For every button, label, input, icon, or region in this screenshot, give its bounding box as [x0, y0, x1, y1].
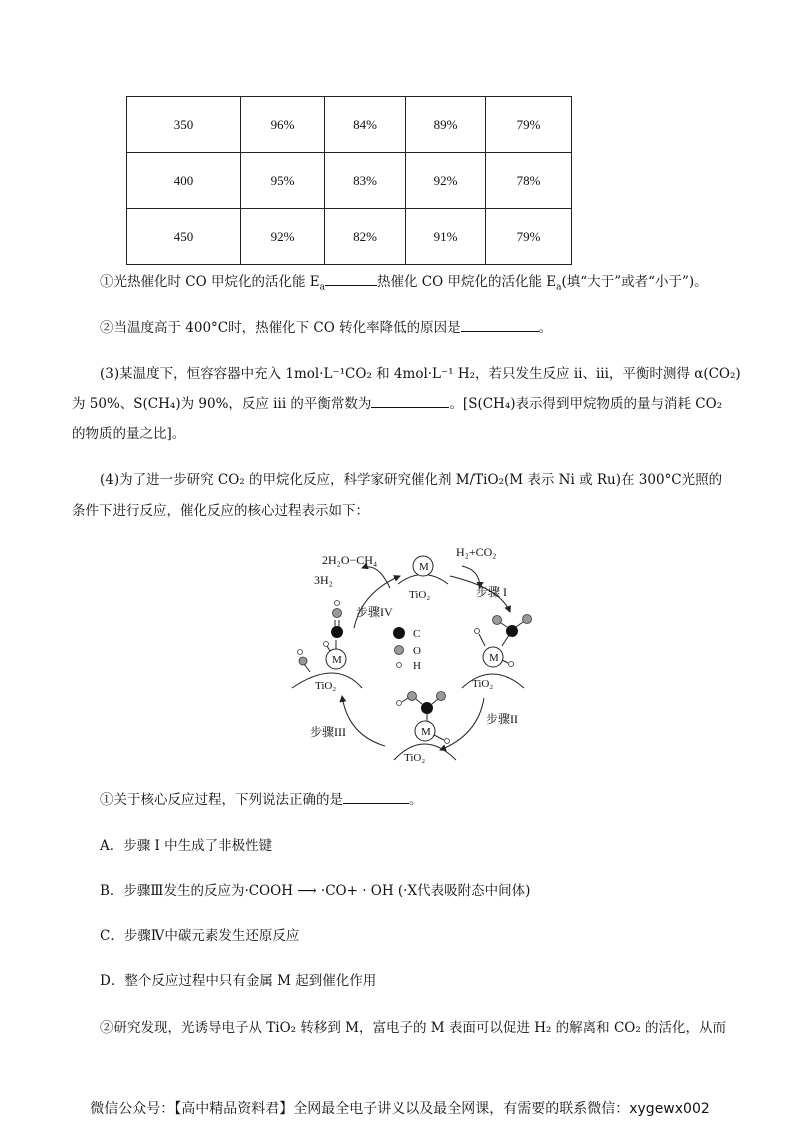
table-cell: 400 — [127, 153, 241, 209]
question-text: 热催化 CO 甲烷化的活化能 E — [377, 274, 557, 290]
table-cell: 82% — [325, 209, 406, 265]
answer-blank[interactable] — [343, 790, 409, 804]
question-text: 。 — [538, 320, 553, 336]
answer-blank[interactable] — [371, 394, 449, 408]
step-label: 步骤III — [310, 725, 346, 739]
carbon-atom — [421, 702, 433, 714]
table-cell: 79% — [486, 209, 572, 265]
step-label: 步骤IV — [356, 605, 393, 619]
question-3-line-3: 的物质的量之比]。 — [72, 426, 186, 442]
hydrogen-atom — [397, 701, 402, 706]
cycle-arrow — [342, 696, 385, 746]
reactant-label: H₂+CO₂ — [456, 545, 497, 559]
footer-watermark: 微信公众号：【高中精品资料君】全网最全电子讲义以及最全网课，有需要的联系微信：xygewx002 — [90, 1101, 710, 1117]
reactant-label: 3H₂ — [314, 573, 333, 587]
metal-label: M — [419, 561, 429, 573]
support-label: TiO₂ — [315, 680, 337, 692]
table-row — [127, 153, 572, 209]
table-cell: 83% — [325, 153, 406, 209]
question-3-line-1: (3)某温度下，恒容容器中充入 1mol·L⁻¹CO₂ 和 4mol·L⁻¹ H₂，若只发生反应 ii、iii，平衡时测得 α(CO₂) — [100, 366, 741, 382]
question-text: ②当温度高于 400°C时，热催化下 CO 转化率降低的原因是 — [100, 320, 461, 336]
step-label: 步骤II — [486, 712, 518, 726]
oxygen-atom — [437, 692, 446, 701]
table-cell: 92% — [241, 209, 325, 265]
metal-label: M — [489, 652, 499, 664]
question-text: 。[S(CH₄)表示得到甲烷物质的量与消耗 CO₂ — [449, 396, 723, 412]
table-cell: 450 — [127, 209, 241, 265]
table-row — [127, 97, 572, 153]
hydrogen-legend-icon — [397, 663, 402, 668]
oxygen-atom — [299, 657, 307, 665]
metal-label: M — [332, 654, 342, 666]
question-text: 为 50%、S(CH₄)为 90%，反应 iii 的平衡常数为 — [72, 396, 372, 412]
option-b[interactable]: B．步骤Ⅲ发生的反应为·COOH ⟶ ·CO+ · OH (·X代表吸附态中间体) — [100, 883, 531, 899]
question-3-line-2 — [72, 394, 722, 414]
table-cell: 91% — [406, 209, 486, 265]
legend-label: O — [413, 645, 421, 657]
sub-question-2: ②研究发现，光诱导电子从 TiO₂ 转移到 M，富电子的 M 表面可以促进 H₂ 的解离和 CO₂ 的活化，从而 — [100, 1020, 727, 1036]
data-table — [126, 96, 572, 265]
carbon-atom — [331, 626, 343, 638]
subscript: a — [556, 282, 562, 293]
table-cell: 79% — [486, 97, 572, 153]
answer-blank[interactable] — [461, 318, 539, 332]
hydrogen-atom — [298, 650, 303, 655]
table-cell: 92% — [406, 153, 486, 209]
subscript: a — [319, 282, 326, 293]
hydrogen-atom — [324, 642, 329, 647]
hydrogen-atom — [445, 739, 450, 744]
question-4-line-1: (4)为了进一步研究 CO₂ 的甲烷化反应，科学家研究催化剂 M/TiO₂(M 表示 Ni 或 Ru)在 300°C光照的 — [100, 472, 723, 488]
table-cell: 89% — [406, 97, 486, 153]
question-2-1 — [100, 272, 708, 298]
table-cell: 78% — [486, 153, 572, 209]
option-a[interactable]: A．步骤 I 中生成了非极性键 — [100, 838, 273, 854]
product-label: 2H₂O−CH₄ — [322, 553, 378, 567]
question-text: ①关于核心反应过程，下列说法正确的是 — [100, 792, 343, 808]
hydrogen-atom — [335, 601, 340, 606]
catalytic-cycle-diagram — [290, 540, 540, 772]
oxygen-atom — [493, 616, 502, 625]
option-d[interactable]: D．整个反应过程中只有金属 M 起到催化作用 — [100, 973, 377, 989]
product-arrow — [362, 567, 390, 588]
question-2-2 — [100, 318, 552, 338]
oxygen-atom — [408, 692, 417, 701]
table-cell: 95% — [241, 153, 325, 209]
oxygen-atom — [523, 615, 532, 624]
hydrogen-atom — [509, 662, 514, 667]
question-text: 。 — [409, 792, 423, 808]
metal-label: M — [421, 726, 431, 738]
option-c[interactable]: C．步骤Ⅳ中碳元素发生还原反应 — [100, 928, 300, 944]
table-cell: 84% — [325, 97, 406, 153]
table-cell: 96% — [241, 97, 325, 153]
support-label: TiO₂ — [404, 752, 426, 764]
hydrogen-atom — [475, 629, 480, 634]
step-label: 步骤 I — [476, 585, 507, 599]
question-4-line-2: 条件下进行反应，催化反应的核心过程表示如下： — [72, 503, 369, 519]
cycle-arrow — [354, 576, 400, 628]
answer-blank[interactable] — [325, 272, 377, 286]
oxygen-atom — [333, 609, 342, 618]
table-row — [127, 209, 572, 265]
carbon-legend-icon — [393, 627, 405, 639]
table-cell: 350 — [127, 97, 241, 153]
legend-label: C — [413, 628, 421, 640]
question-text: ①光热催化时 CO 甲烷化的活化能 E — [100, 274, 320, 290]
support-label: TiO₂ — [472, 678, 494, 690]
sub-question-1 — [100, 790, 423, 810]
legend-label: H — [413, 660, 421, 672]
support-label: TiO₂ — [409, 589, 431, 601]
question-text: (填“大于”或者“小于”)。 — [561, 274, 708, 290]
oxygen-legend-icon — [395, 646, 404, 655]
